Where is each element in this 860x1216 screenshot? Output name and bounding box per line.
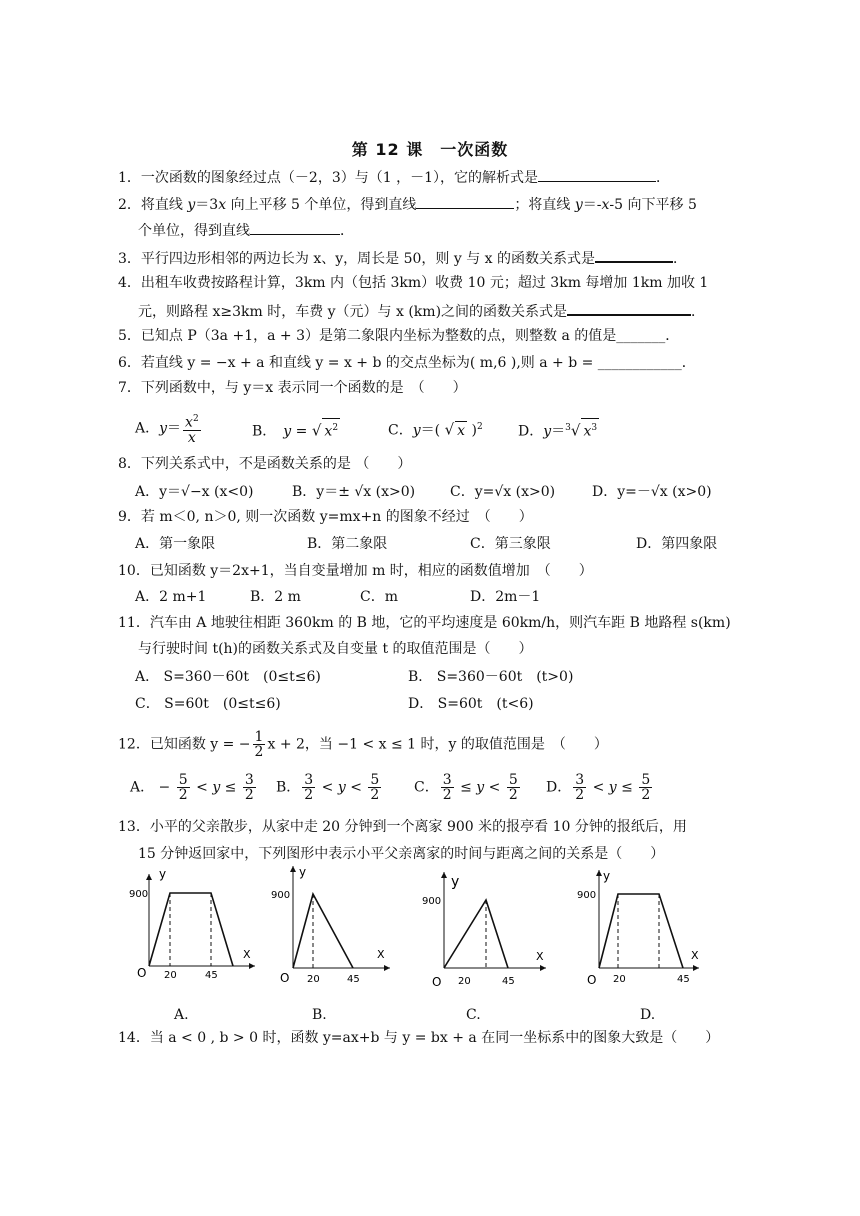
q10-option-a: A．2 m+1 [135,589,207,605]
q7-option-c: C．y＝( √ x )$^2$ [388,420,483,439]
graph-b-y-tick: 900 [271,890,291,901]
question-5: 5．已知点 P（3a +1，a + 3）是第二象限内坐标为整数的点，则整数 a 的值是_______． [118,328,680,344]
graph-b-x-tick-45: 45 [347,974,360,985]
question-9: 9．若 m＜0, n＞0, 则一次函数 y=mx+n 的图象不经过 （ ） [118,509,533,525]
page-title: 第 12 课 一次函数 [351,140,509,159]
question-2-cont: 个单位，得到直线 ． [138,220,354,240]
graph-c [418,868,553,996]
question-14: 14．当 a < 0 , b > 0 时，函数 y=ax+b 与 y = bx + a 在同一坐标系中的图象大致是（ ） [118,1030,720,1046]
q12-option-b: B． $\frac{3}{2}$ < y < $\frac{5}{2}$ [276,772,380,803]
graph-a-x-tick-45: 45 [205,970,218,981]
q10-option-b: B．2 m [250,589,301,605]
question-11-cont: 与行驶时间 t(h)的函数关系式及自变量 t 的取值范围是（ ） [138,641,533,657]
graph-a-origin: O [137,966,147,980]
graph-c-y-tick: 900 [422,896,442,907]
q11-option-d: D． S=60t (t<6) [408,696,534,712]
q12-option-d: D． $\frac{3}{2}$ < y ≤ $\frac{5}{2}$ [546,772,651,803]
question-4-cont: 元，则路程 x≥3km 时，车费 y（元）与 x (km)之间的函数关系式是 ． [138,300,705,321]
q9-option-a: A．第一象限 [135,536,216,552]
q7-option-b: B． y = √ $x^2$ [252,418,340,441]
question-3: 3．平行四边形相邻的两边长为 x、y，周长是 50，则 y 与 x 的函数关系式是 ． [118,247,687,268]
graph-a-y-label: y [159,868,167,881]
question-10: 10．已知函数 y＝2x+1，当自变量增加 m 时，相应的函数值增加 （ ） [118,563,593,579]
q9-option-d: D．第四象限 [636,536,718,552]
graph-c-label: C. [466,1007,481,1023]
q8-option-a: A．y＝√−x (x<0) [135,484,254,500]
graph-d-y-tick: 900 [577,890,597,901]
q11-option-c: C． S=60t (0≤t≤6) [135,696,281,712]
graph-a-x-label: X [243,948,251,961]
graph-b-label: B. [312,1007,327,1023]
graph-d [573,866,708,991]
graph-a-label: A. [174,1007,189,1023]
question-13-cont: 15 分钟返回家中，下列图形中表示小平父亲离家的时间与距离之间的关系是（ ） [138,846,665,862]
graph-b-x-label: X [377,948,385,961]
question-12: 12．已知函数 y = − $\frac{1}{2}$ x + 2，当 −1 < x ≤ 1 时，y 的取值范围是 （ ） [118,729,608,760]
graph-c-x-tick-45: 45 [502,976,515,987]
graph-b [265,860,400,985]
question-6: 6．若直线 y = −x + a 和直线 y = x + b 的交点坐标为( m,6 ),则 a + b = ____________． [118,355,696,371]
graph-d-x-label: X [691,949,699,962]
graph-d-label: D. [640,1007,656,1023]
graph-b-x-tick-20: 20 [307,974,320,985]
q11-option-a: A． S=360－60t (0≤t≤6) [135,669,321,685]
question-11: 11．汽车由 A 地驶往相距 360km 的 B 地，它的平均速度是 60km/h，则汽车距 B 地路程 s(km) [118,615,731,631]
graph-a-y-tick: 900 [129,889,149,900]
graph-c-x-tick-20: 20 [458,976,471,987]
q7-option-a: A．y＝ $\frac{x^2}{x}$ [135,414,199,446]
graph-d-x-tick-45: 45 [677,974,690,985]
q8-option-d: D．y=－√x (x>0) [592,484,712,500]
graph-a [125,868,260,983]
question-8: 8．下列关系式中，不是函数关系的是 （ ） [118,456,412,472]
graph-d-origin: O [587,973,597,987]
q9-option-b: B．第二象限 [307,536,388,552]
q12-option-c: C． $\frac{3}{2}$ ≤ y < $\frac{5}{2}$ [414,772,518,803]
question-1: 1．一次函数的图象经过点（－2，3）与（1 ，－1），它的解析式是 ． [118,167,670,187]
question-13: 13．小平的父亲散步，从家中走 20 分钟到一个离家 900 米的报亭看 10 分钟的报纸后，用 [118,819,687,835]
graph-a-x-tick-20: 20 [164,970,177,981]
graph-b-origin: O [280,971,290,985]
graph-b-y-label: y [299,865,307,879]
q11-option-b: B． S=360－60t (t>0) [408,669,574,685]
q8-option-b: B．y＝± √x (x>0) [292,484,416,500]
q10-option-d: D．2m－1 [470,589,541,605]
question-4: 4．出租车收费按路程计算，3km 内（包括 3km）收费 10 元；超过 3km 每增加 1km 加收 1 [118,275,709,291]
q10-option-c: C．m [360,589,398,605]
q8-option-c: C．y=√x (x>0) [450,484,556,500]
q12-option-a: A． − $\frac{5}{2}$ < y ≤ $\frac{3}{2}$ [130,772,254,803]
question-2: 2．将直线 y＝3x 向上平移 5 个单位，得到直线 ；将直线 y＝-x-5 向下平移 5 [118,194,697,214]
graph-c-origin: O [432,975,442,989]
graph-d-x-tick-20: 20 [613,974,626,985]
graph-c-x-label: X [536,950,544,963]
graph-c-y-label: y [451,874,460,890]
q9-option-c: C．第三象限 [470,536,551,552]
q7-option-d: D．y＝$^3$√ $x^3$ [518,418,599,441]
graph-d-y-label: y [603,869,611,883]
question-7: 7．下列函数中，与 y＝x 表示同一个函数的是 （ ） [118,380,467,396]
